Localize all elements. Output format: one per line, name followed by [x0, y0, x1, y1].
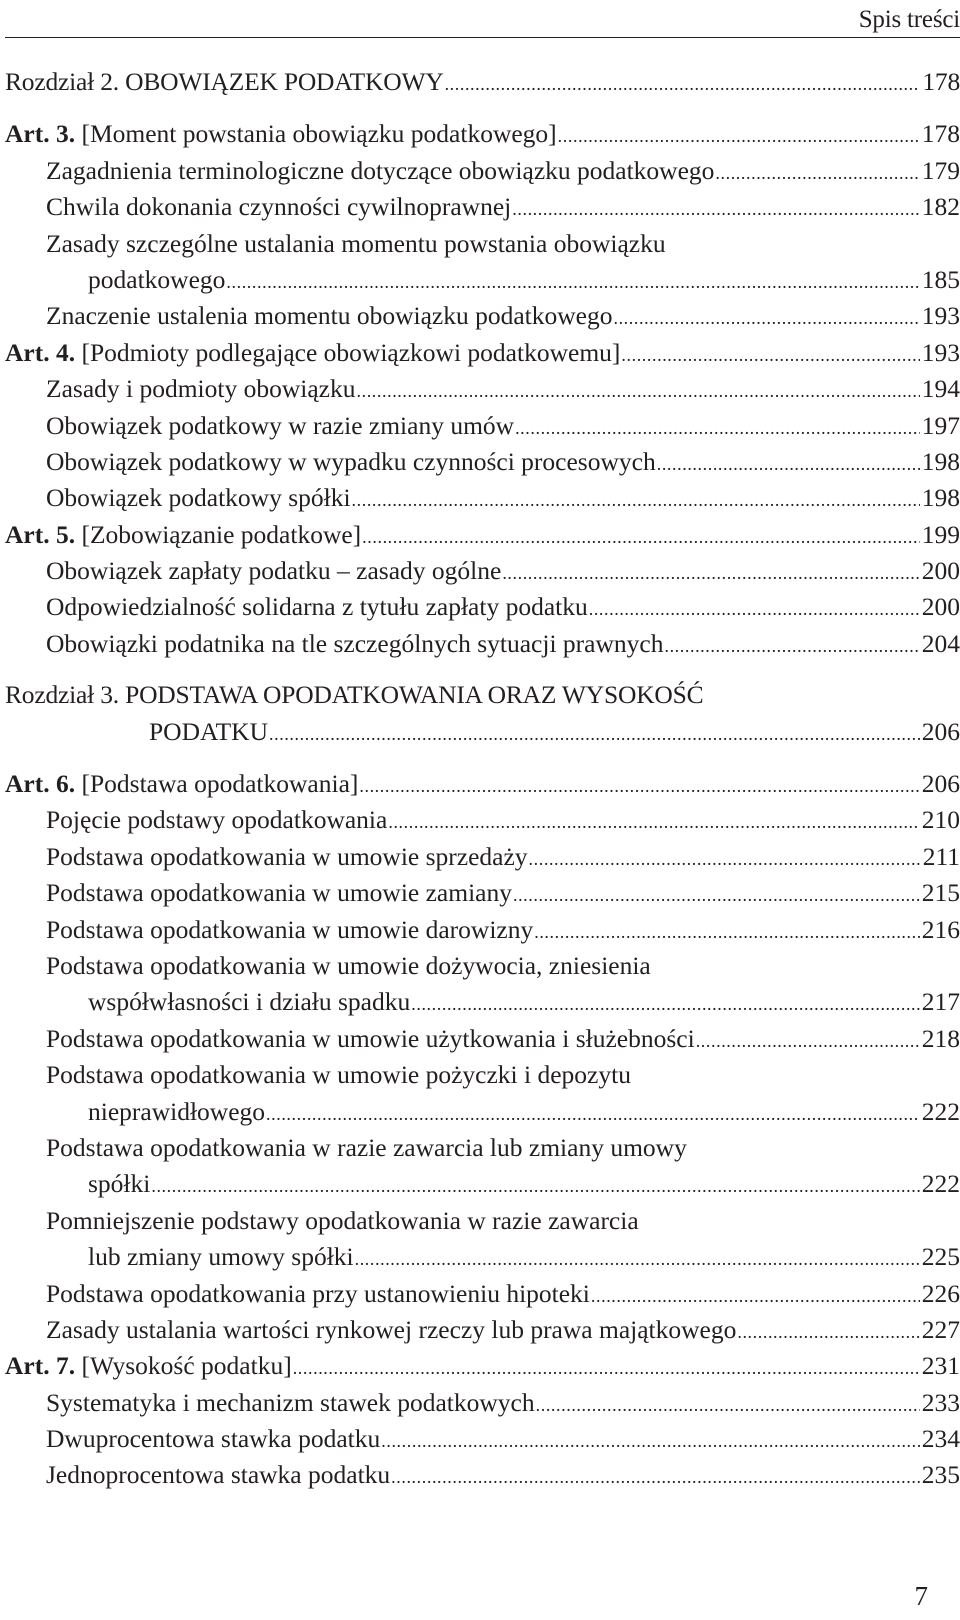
dot-leader [529, 841, 921, 877]
toc-entry [0, 480, 960, 516]
toc-entry-content [46, 1057, 960, 1093]
toc-page-number: 227 [921, 1314, 960, 1344]
toc-entry-content [46, 839, 960, 877]
dot-leader [589, 591, 920, 627]
toc-entry-label [46, 1057, 631, 1093]
dot-leader [515, 410, 920, 446]
toc-entry-content [149, 714, 960, 752]
toc-entry-label [46, 408, 514, 444]
dot-leader [613, 300, 919, 336]
dot-leader [445, 66, 921, 102]
toc-entry-title: Podstawa opodatkowania przy ustanowieniu hipoteki [46, 1278, 590, 1308]
toc-entry-content [46, 1421, 960, 1459]
toc-entry-label [46, 1312, 736, 1348]
toc-entry-label [46, 444, 656, 480]
article-number: Art. 5. [5, 519, 76, 549]
toc-page-number: 235 [921, 1460, 960, 1490]
dot-leader [266, 1096, 920, 1132]
toc-entry-label [46, 1421, 380, 1457]
dot-leader [591, 1278, 920, 1314]
toc-entry-title: Pojęcie podstawy opodatkowania [46, 805, 388, 835]
toc-entry [0, 1276, 960, 1312]
toc-entry-title: Jednoprocentowa stawka podatku [46, 1460, 391, 1490]
dot-leader [362, 519, 920, 555]
toc-entry-content [46, 153, 960, 191]
toc-page-number: 226 [921, 1278, 960, 1308]
toc-entry-label [46, 948, 651, 984]
toc-entry-content [5, 335, 960, 373]
toc-entry-title: Odpowiedzialność solidarna z tytułu zapłaty podatku [46, 592, 588, 622]
toc-entry-label [46, 480, 351, 516]
toc-entry [0, 226, 960, 262]
toc-entry-title: PODATKU [149, 716, 269, 746]
toc-entry [0, 714, 960, 750]
dot-leader [513, 877, 920, 913]
dot-leader [411, 986, 920, 1022]
toc-entry-title: Podstawa opodatkowania w umowie sprzedaży [46, 841, 528, 871]
toc-entry-content [46, 480, 960, 518]
toc-entry-title: Podstawa opodatkowania w razie zawarcia lub zmiany umowy [46, 1132, 687, 1162]
toc-page-number: 215 [921, 878, 960, 908]
toc-entry-label [46, 153, 714, 189]
toc-entry-content [5, 116, 960, 154]
toc-entry-title: Chwila dokonania czynności cywilnoprawnej [46, 192, 512, 222]
dot-leader [352, 482, 920, 518]
toc-entry [0, 875, 960, 911]
toc-page-number: 182 [921, 192, 960, 222]
toc-entry-content [46, 298, 960, 336]
dot-leader [293, 1350, 920, 1386]
article-number: Art. 7. [5, 1351, 76, 1381]
toc-entry-label [46, 912, 533, 948]
toc-page-number: 222 [921, 1169, 960, 1199]
dot-leader [737, 1314, 919, 1350]
toc-entry [0, 408, 960, 444]
toc-entry-label [5, 335, 620, 371]
toc-entry-content [88, 262, 960, 300]
dot-leader [151, 1168, 919, 1204]
toc-entry [0, 1021, 960, 1057]
toc-entry-content [46, 1130, 960, 1166]
toc-entry-label [88, 984, 410, 1020]
toc-entry-title: Systematyka i mechanizm stawek podatkowych [46, 1387, 535, 1417]
toc-page-number: 179 [921, 155, 960, 185]
toc-entry-content [46, 1021, 960, 1059]
toc-page-number: 234 [921, 1424, 960, 1454]
dot-leader [388, 804, 919, 840]
toc-entry-label [5, 1348, 292, 1384]
dot-leader [558, 118, 920, 154]
toc-page-number: 193 [921, 337, 960, 367]
toc-entry [0, 153, 960, 189]
toc-entry [0, 1057, 960, 1093]
toc-entry [0, 189, 960, 225]
dot-leader [664, 628, 919, 664]
toc-entry-label [46, 839, 528, 875]
article-number: Art. 4. [5, 337, 76, 367]
toc-entry-title: Obowiązek podatkowy spółki [46, 483, 351, 513]
dot-leader [534, 914, 920, 950]
toc-entry-title: Rozdział 2. OBOWIĄZEK PODATKOWY [5, 67, 444, 96]
dot-leader [355, 1241, 920, 1277]
toc-entry [0, 1457, 960, 1493]
toc-entry-content [46, 626, 960, 664]
toc-entry-title: [Wysokość podatku] [75, 1351, 292, 1381]
toc-entry-content [46, 1385, 960, 1423]
toc-article-entry [0, 335, 960, 371]
toc-entry-title: Podstawa opodatkowania w umowie darowizny [46, 914, 534, 944]
toc-entry-content [5, 677, 960, 713]
dot-leader [621, 337, 919, 373]
toc-entry-title: Obowiązki podatnika na tle szczególnych sytuacji prawnych [46, 628, 664, 658]
toc-entry-content [46, 1276, 960, 1314]
toc-page-number: 197 [921, 410, 960, 440]
toc-page-number: 200 [921, 556, 960, 586]
toc-page-number: 193 [921, 301, 960, 331]
toc-entry-content [88, 1094, 960, 1132]
toc-page-number: 222 [921, 1096, 960, 1126]
toc-entry-label [46, 589, 588, 625]
dot-leader [226, 264, 919, 300]
toc-entry-title: podatkowego [88, 264, 226, 294]
toc-entry [0, 444, 960, 480]
toc-page-number: 178 [921, 119, 960, 149]
toc-page-number: 200 [921, 592, 960, 622]
toc-entry-label [5, 116, 557, 152]
toc-entry [0, 553, 960, 589]
toc-entry-content [46, 553, 960, 591]
toc-entry-content [46, 802, 960, 840]
toc-entry-title: Podstawa opodatkowania w umowie dożywocia, zniesienia [46, 950, 651, 980]
toc-entry-content [5, 1348, 960, 1386]
toc-entry-label [46, 298, 612, 334]
toc-page-number: 211 [922, 841, 960, 871]
toc-entry-content [46, 189, 960, 227]
table-of-contents [0, 64, 960, 1494]
toc-entry-label [46, 1203, 639, 1239]
toc-page-number: 204 [921, 628, 960, 658]
toc-entry-title: [Moment powstania obowiązku podatkowego] [75, 119, 557, 149]
toc-entry-content [46, 948, 960, 984]
toc-page-number: 198 [921, 483, 960, 513]
toc-entry-title: Obowiązek podatkowy w wypadku czynności procesowych [46, 446, 656, 476]
toc-entry-label [46, 1276, 590, 1312]
toc-entry [0, 1094, 960, 1130]
toc-entry [0, 1130, 960, 1166]
dot-leader [357, 373, 920, 409]
dot-leader [536, 1387, 920, 1423]
toc-entry-title: [Zobowiązanie podatkowe] [75, 519, 362, 549]
toc-entry-label [46, 1130, 687, 1166]
toc-entry-label [5, 677, 703, 713]
toc-entry [0, 948, 960, 984]
toc-entry-title: Podstawa opodatkowania w umowie zamiany [46, 878, 512, 908]
toc-page-number: 218 [921, 1023, 960, 1053]
toc-entry-content [46, 1457, 960, 1495]
toc-entry-content [46, 1203, 960, 1239]
toc-entry-title: lub zmiany umowy spółki [88, 1242, 354, 1272]
toc-entry-label [88, 262, 225, 298]
toc-entry-content [46, 589, 960, 627]
toc-entry-title: Zasady szczególne ustalania momentu powstania obowiązku [46, 228, 666, 258]
toc-entry-label [46, 1021, 695, 1057]
dot-leader [359, 768, 919, 804]
toc-article-entry [0, 766, 960, 802]
toc-entry-title: nieprawidłowego [88, 1096, 266, 1126]
toc-entry [0, 984, 960, 1020]
toc-entry-label [46, 553, 501, 589]
toc-entry-label [46, 802, 387, 838]
dot-leader [696, 1023, 920, 1059]
toc-entry-label [5, 517, 361, 553]
toc-entry-title: Podstawa opodatkowania w umowie użytkowania i służebności [46, 1023, 695, 1053]
toc-entry-content [5, 766, 960, 804]
toc-entry-title: [Podstawa opodatkowania] [75, 769, 359, 799]
toc-page-number: 198 [921, 446, 960, 476]
dot-leader [269, 716, 920, 752]
toc-entry [0, 839, 960, 875]
toc-entry [0, 802, 960, 838]
toc-entry-label [5, 766, 358, 802]
running-header [5, 0, 960, 38]
toc-article-entry [0, 517, 960, 553]
toc-page-number: 199 [921, 519, 960, 549]
toc-page-number: 194 [921, 374, 960, 404]
toc-entry-title: Podstawa opodatkowania w umowie pożyczki i depozytu [46, 1060, 631, 1090]
toc-entry-content [88, 1166, 960, 1204]
toc-entry-content [46, 226, 960, 262]
toc-page-number: 216 [921, 914, 960, 944]
toc-entry-content [5, 64, 960, 102]
toc-entry-label [149, 714, 268, 750]
toc-entry-content [46, 912, 960, 950]
toc-entry [0, 371, 960, 407]
toc-entry-content [88, 984, 960, 1022]
running-header-title: Spis treści [858, 6, 960, 33]
toc-entry-content [5, 517, 960, 555]
toc-entry-title: spółki [88, 1169, 151, 1199]
toc-entry-label [46, 626, 663, 662]
toc-entry-label [88, 1094, 265, 1130]
toc-entry-content [46, 408, 960, 446]
toc-entry-title: Znaczenie ustalenia momentu obowiązku podatkowego [46, 301, 613, 331]
toc-page-number: 217 [921, 987, 960, 1017]
toc-entry-label [46, 1385, 535, 1421]
toc-entry-content [46, 371, 960, 409]
toc-entry-label [88, 1166, 150, 1202]
toc-page-number: 210 [921, 805, 960, 835]
toc-chapter-entry [0, 64, 960, 100]
toc-page-number: 225 [921, 1242, 960, 1272]
toc-chapter-entry [0, 677, 960, 713]
dot-leader [657, 446, 920, 482]
toc-entry-title: Zasady i podmioty obowiązku [46, 374, 356, 404]
dot-leader [502, 555, 919, 591]
toc-entry [0, 1203, 960, 1239]
toc-entry [0, 1385, 960, 1421]
toc-entry-label [46, 875, 512, 911]
toc-entry [0, 589, 960, 625]
dot-leader [715, 155, 919, 191]
toc-entry-title: Pomniejszenie podstawy opodatkowania w razie zawarcia [46, 1205, 639, 1235]
toc-entry-content [46, 875, 960, 913]
toc-entry [0, 262, 960, 298]
page-number: 7 [914, 1581, 928, 1611]
toc-page-number: 185 [921, 264, 960, 294]
dot-leader [391, 1459, 920, 1495]
toc-entry [0, 1239, 960, 1275]
toc-entry-title: Dwuprocentowa stawka podatku [46, 1424, 381, 1454]
article-number: Art. 3. [5, 119, 76, 149]
dot-leader [512, 191, 919, 227]
toc-page-number: 206 [921, 716, 960, 746]
toc-entry-content [46, 444, 960, 482]
toc-entry-label [46, 1457, 390, 1493]
toc-entry-label [46, 189, 511, 225]
toc-entry [0, 1312, 960, 1348]
toc-entry-label [46, 226, 666, 262]
toc-entry-title: [Podmioty podlegające obowiązkowi podatkowemu] [75, 337, 621, 367]
toc-entry-label [46, 371, 356, 407]
toc-page-number: 233 [921, 1387, 960, 1417]
toc-entry [0, 1421, 960, 1457]
toc-page-number: 206 [921, 769, 960, 799]
toc-entry-title: Zagadnienia terminologiczne dotyczące obowiązku podatkowego [46, 155, 715, 185]
toc-entry-label [5, 64, 444, 100]
article-number: Art. 6. [5, 769, 76, 799]
toc-entry [0, 298, 960, 334]
toc-entry-content [88, 1239, 960, 1277]
toc-entry-title: Rozdział 3. PODSTAWA OPODATKOWANIA ORAZ WYSOKOŚĆ [5, 680, 704, 710]
toc-page-number: 178 [922, 67, 960, 96]
toc-entry-title: Obowiązek zapłaty podatku – zasady ogólne [46, 556, 502, 586]
toc-article-entry [0, 116, 960, 152]
toc-entry [0, 1166, 960, 1202]
dot-leader [381, 1423, 920, 1459]
toc-entry [0, 626, 960, 662]
toc-entry-label [88, 1239, 354, 1275]
toc-entry-title: Obowiązek podatkowy w razie zmiany umów [46, 410, 515, 440]
toc-entry-content [46, 1312, 960, 1350]
toc-article-entry [0, 1348, 960, 1384]
toc-entry-title: współwłasności i działu spadku [88, 987, 411, 1017]
toc-page-number: 231 [921, 1351, 960, 1381]
toc-entry-title: Zasady ustalania wartości rynkowej rzeczy lub prawa majątkowego [46, 1314, 737, 1344]
toc-entry [0, 912, 960, 948]
